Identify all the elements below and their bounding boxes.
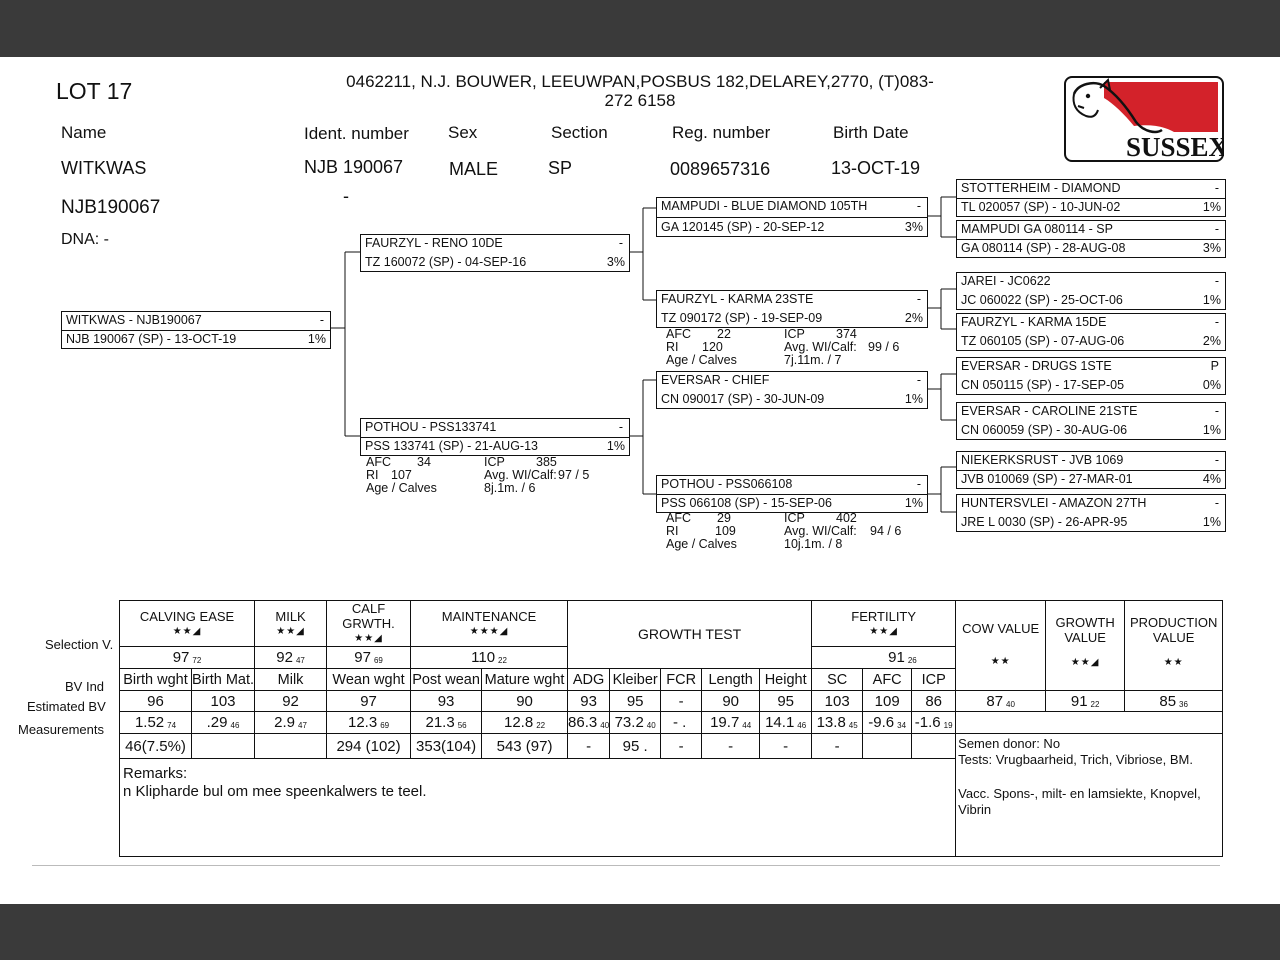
bv-ind-cell: 90 <box>702 691 760 712</box>
pedigree-registration: PSS 066108 (SP) - 15-SEP-06 <box>661 496 832 510</box>
stat-text: 34 <box>417 455 431 469</box>
header-text: GROWTH VALUE <box>1055 615 1115 645</box>
stat-text: 374 <box>836 327 857 341</box>
accuracy-subscript: 69 <box>373 656 383 665</box>
bv-ind-cell: 103 <box>192 691 255 712</box>
ebv-cell <box>702 712 760 734</box>
lot-number: LOT 17 <box>56 78 133 104</box>
value-text: 87 <box>986 692 1004 710</box>
pedigree-name: EVERSAR - DRUGS 1STE <box>961 359 1112 373</box>
tests: Tests: Vrugbaarheid, Trich, Vibriose, BM. <box>958 752 1193 767</box>
header-text: FERTILITY <box>851 608 917 624</box>
group-maintenance <box>411 601 568 647</box>
column-header: Length <box>702 669 760 691</box>
accuracy-subscript: 46 <box>230 721 240 730</box>
pedigree-registration: TZ 090172 (SP) - 19-SEP-09 <box>661 311 823 325</box>
stat-text: AFC <box>666 511 691 525</box>
header-text: COW VALUE <box>962 621 1040 636</box>
bv-ind-cell: 92 <box>255 691 327 712</box>
pedigree-dam-dam <box>656 475 928 513</box>
ebv-cell <box>120 712 192 734</box>
stat-text: RI <box>666 340 679 354</box>
column-header: Milk <box>255 669 327 691</box>
value-text: 14.1 <box>765 714 795 731</box>
dam-stats <box>366 456 626 498</box>
remarks-text: n Klipharde bul om mee speenkalwers te teel. <box>123 783 427 800</box>
measurement-cell: - <box>702 734 760 759</box>
pedigree-name: EVERSAR - CAROLINE 21STE <box>961 404 1138 418</box>
value-text: 92 <box>276 649 293 666</box>
stat-text: ICP <box>784 511 805 525</box>
bv-ind-cell: - <box>661 691 702 712</box>
ebv-row <box>120 712 1223 734</box>
pedigree-percent: 1% <box>1202 515 1221 529</box>
vaccinations: Vacc. Spons-, milt- en lamsiekte, Knopvel, Vibrin <box>958 786 1201 817</box>
group-fertility <box>812 601 956 647</box>
pedigree-registration: CN 050115 (SP) - 17-SEP-05 <box>961 378 1125 392</box>
pedigree-percent: 3% <box>606 255 625 269</box>
ebv-cell <box>610 712 661 734</box>
pedigree-sss <box>956 179 1226 217</box>
label-section: Section <box>551 123 608 142</box>
bv-ind-row <box>120 691 1223 712</box>
stat-text: 99 / 6 <box>868 340 900 354</box>
header-text: CALF GRWTH. <box>342 601 395 631</box>
pedigree-name: POTHOU - PSS066108 <box>661 477 793 491</box>
measurement-cell: 46(7.5%) <box>120 734 192 759</box>
header-text: MILK <box>275 608 306 624</box>
label-ident: Ident. number <box>304 124 409 143</box>
remarks-label: Remarks: <box>123 765 188 782</box>
accuracy-subscript: 74 <box>167 721 177 730</box>
row-label-bv-ind: BV Ind <box>65 679 105 694</box>
accuracy-subscript: 19 <box>943 721 953 730</box>
measurement-cell: 95 . <box>610 734 661 759</box>
accuracy-subscript: 40 <box>646 721 656 730</box>
ebv-cell <box>192 712 255 734</box>
column-header: Birth wght <box>120 669 192 691</box>
pedigree-flag: - <box>319 313 324 327</box>
header-text: CALVING EASE <box>139 608 235 624</box>
stat-text: 385 <box>536 455 557 469</box>
pedigree-registration: TL 020057 (SP) - 10-JUN-02 <box>961 200 1121 214</box>
pedigree-name: FAURZYL - RENO 10DE <box>365 236 503 250</box>
pedigree-name: WITKWAS - NJB190067 <box>66 313 202 327</box>
measurement-cell <box>192 734 255 759</box>
accuracy-subscript: 44 <box>742 721 752 730</box>
bv-value-cow <box>956 691 1046 712</box>
bv-ind-cell: 93 <box>568 691 610 712</box>
pedigree-percent: 1% <box>1202 200 1221 214</box>
value-text: -1.6 <box>914 714 941 731</box>
measurement-cell <box>863 734 912 759</box>
animal-code: NJB190067 <box>61 197 161 218</box>
pedigree-percent: 1% <box>606 439 625 453</box>
pedigree-name: EVERSAR - CHIEF <box>661 373 770 387</box>
label-name: Name <box>61 123 107 142</box>
pedigree-registration: JVB 010069 (SP) - 27-MAR-01 <box>961 472 1133 486</box>
label-sex: Sex <box>448 123 478 142</box>
pedigree-dam <box>360 418 630 456</box>
logo-text: SUSSEX <box>1126 132 1224 162</box>
animal-section: SP <box>548 158 573 178</box>
pedigree-divider <box>957 470 1225 471</box>
bv-ind-cell: 103 <box>812 691 863 712</box>
pedigree-flag: - <box>1214 404 1219 418</box>
measurement-cell: - <box>760 734 812 759</box>
value-text: 21.3 <box>425 714 455 731</box>
pedigree-flag: - <box>916 477 921 491</box>
group-production-value <box>1125 601 1223 691</box>
semen-tests-cell <box>956 734 1223 857</box>
group-milk <box>255 601 327 647</box>
measurement-cell <box>255 734 327 759</box>
stat-text: RI <box>366 468 379 482</box>
rating-stars-icon: ★★◢ <box>354 633 383 644</box>
column-header: ADG <box>568 669 610 691</box>
pedigree-registration: JRE L 0030 (SP) - 26-APR-95 <box>961 515 1128 529</box>
stat-text: Age / Calves <box>366 481 437 495</box>
stat-text: AFC <box>366 455 391 469</box>
pedigree-dam-sire <box>656 371 928 409</box>
stat-text: 94 / 6 <box>870 524 902 538</box>
value-text: .29 <box>206 714 228 731</box>
column-header: SC <box>812 669 863 691</box>
value-text: 13.8 <box>816 714 846 731</box>
pedigree-name: STOTTERHEIM - DIAMOND <box>961 181 1121 195</box>
accuracy-subscript: 56 <box>457 721 467 730</box>
stat-text: 120 <box>702 340 723 354</box>
ebv-cell <box>255 712 327 734</box>
stat-text: 8j.1m. / 6 <box>484 481 536 495</box>
animal-ident-sub: - <box>343 186 349 206</box>
bv-ind-cell: 93 <box>411 691 482 712</box>
pedigree-name: MAMPUDI - BLUE DIAMOND 105TH <box>661 199 868 213</box>
accuracy-subscript: 47 <box>295 656 305 665</box>
column-header: Mature wght <box>482 669 568 691</box>
bv-value-pv <box>1125 691 1223 712</box>
value-text: 19.7 <box>710 714 740 731</box>
accuracy-subscript: 26 <box>907 656 917 665</box>
accuracy-subscript: 46 <box>797 721 807 730</box>
pedigree-name: POTHOU - PSS133741 <box>365 420 497 434</box>
bv-ind-cell: 95 <box>760 691 812 712</box>
pedigree-flag: - <box>916 292 921 306</box>
pedigree-divider <box>957 239 1225 240</box>
pedigree-registration: GA 120145 (SP) - 20-SEP-12 <box>661 220 825 234</box>
value-text: 12.3 <box>347 714 378 731</box>
row-label-measurements: Measurements <box>18 722 104 737</box>
pedigree-ssd <box>956 220 1226 258</box>
pedigree-sire-dam <box>656 290 928 328</box>
pedigree-dss <box>956 357 1226 395</box>
pedigree-registration: PSS 133741 (SP) - 21-AUG-13 <box>365 439 538 453</box>
stat-text: 109 <box>715 524 736 538</box>
pedigree-name: MAMPUDI GA 080114 - SP <box>961 222 1113 236</box>
measurement-cell: - <box>661 734 702 759</box>
ebv-cell <box>863 712 912 734</box>
accuracy-subscript: 40 <box>600 721 610 730</box>
stat-text: 402 <box>836 511 857 525</box>
value-text: 91 <box>888 649 905 666</box>
value-text: 86.3 <box>568 714 598 731</box>
pedigree-percent: 1% <box>1202 293 1221 307</box>
group-cow-value <box>956 601 1046 691</box>
column-header: Wean wght <box>327 669 411 691</box>
pedigree-flag: P <box>1210 359 1219 373</box>
column-header: Birth Mat. <box>192 669 255 691</box>
accuracy-subscript: 22 <box>536 721 546 730</box>
owner-details: 0462211, N.J. BOUWER, LEEUWPAN,POSBUS 182,DELAREY,2770, (T)083-272 6158 <box>346 72 934 110</box>
rating-stars-icon: ★★◢ <box>869 625 898 637</box>
pedigree-flag: - <box>618 420 623 434</box>
column-header: Height <box>760 669 812 691</box>
value-text: 97 <box>354 649 371 666</box>
bv-ind-cell: 86 <box>912 691 956 712</box>
column-header: ICP <box>912 669 956 691</box>
measurement-cell: - <box>812 734 863 759</box>
pedigree-registration: CN 060059 (SP) - 30-AUG-06 <box>961 423 1128 437</box>
accuracy-subscript: 72 <box>192 656 202 665</box>
pedigree-divider <box>62 330 330 331</box>
bv-ind-cell: 90 <box>482 691 568 712</box>
value-text: 73.2 <box>614 714 644 731</box>
pedigree-percent: 0% <box>1202 378 1221 392</box>
rating-stars-icon: ★★◢ <box>276 625 305 637</box>
pedigree-percent: 1% <box>307 332 326 346</box>
measurements-row <box>120 734 1223 759</box>
stat-text: 97 / 5 <box>558 468 590 482</box>
pedigree-percent: 3% <box>904 220 923 234</box>
pedigree-flag: - <box>916 199 921 213</box>
bv-ind-cell: 95 <box>610 691 661 712</box>
pedigree-name: NIEKERKSRUST - JVB 1069 <box>961 453 1124 467</box>
rating-stars-icon: ★★ <box>990 656 1011 667</box>
pedigree-registration: TZ 060105 (SP) - 07-AUG-06 <box>961 334 1125 348</box>
accuracy-subscript: 45 <box>848 721 858 730</box>
header-text: MAINTENANCE <box>441 608 537 624</box>
measurement-cell: 294 (102) <box>327 734 411 759</box>
stat-text: ICP <box>484 455 505 469</box>
accuracy-subscript: 40 <box>1006 699 1015 709</box>
accuracy-subscript: 36 <box>1179 699 1188 709</box>
ebv-cell <box>411 712 482 734</box>
remarks-cell <box>120 759 956 857</box>
measurement-cell: 543 (97) <box>482 734 568 759</box>
stat-text: ICP <box>784 327 805 341</box>
column-header: FCR <box>661 669 702 691</box>
stat-text: 7j.11m. / 7 <box>784 353 842 367</box>
pedigree-subject <box>61 311 331 349</box>
ebv-cell <box>568 712 610 734</box>
stat-text: 22 <box>717 327 731 341</box>
pedigree-percent: 1% <box>904 392 923 406</box>
pedigree-registration: TZ 160072 (SP) - 04-SEP-16 <box>365 255 527 269</box>
animal-ident: NJB 190067 <box>304 157 404 177</box>
pedigree-flag: - <box>916 373 921 387</box>
pedigree-percent: 2% <box>1202 334 1221 348</box>
stat-text: Avg. WI/Calf: <box>784 524 857 538</box>
pedigree-divider <box>361 437 629 438</box>
value-text: -9.6 <box>868 714 895 731</box>
pedigree-divider <box>957 198 1225 199</box>
pedigree-registration: CN 090017 (SP) - 30-JUN-09 <box>661 392 825 406</box>
pedigree-registration: JC 060022 (SP) - 25-OCT-06 <box>961 293 1123 307</box>
value-text: 91 <box>1070 692 1088 710</box>
animal-birth: 13-OCT-19 <box>831 158 921 178</box>
measurement-cell: 353(104) <box>411 734 482 759</box>
value-text: 12.8 <box>503 714 534 731</box>
rating-stars-icon: ★★◢ <box>172 625 202 637</box>
stat-text: Age / Calves <box>666 537 737 551</box>
accuracy-subscript: 69 <box>380 721 390 730</box>
pedigree-ddd <box>956 494 1226 532</box>
pedigree-sds <box>956 272 1226 310</box>
pedigree-sire-sire <box>656 197 928 237</box>
evaluation-table <box>119 600 1223 857</box>
rating-stars-icon: ★★★◢ <box>469 625 509 637</box>
value-text: 85 <box>1159 692 1177 710</box>
stat-text: 10j.1m. / 8 <box>784 537 843 551</box>
animal-name: WITKWAS <box>61 158 147 178</box>
pedigree-name: FAURZYL - KARMA 23STE <box>661 292 814 306</box>
stat-text: Age / Calves <box>666 353 737 367</box>
pedigree-registration: NJB 190067 (SP) - 13-OCT-19 <box>66 332 237 346</box>
ebv-cell <box>760 712 812 734</box>
bv-ind-cell: 96 <box>120 691 192 712</box>
footer-rule <box>32 865 1220 866</box>
pedigree-percent: 1% <box>1202 423 1221 437</box>
accuracy-subscript: 22 <box>498 656 507 665</box>
measurement-cell: - <box>568 734 610 759</box>
label-reg: Reg. number <box>672 123 771 142</box>
accuracy-subscript: 34 <box>897 721 907 730</box>
pedigree-percent: 1% <box>904 496 923 510</box>
group-calving-ease <box>120 601 255 647</box>
group-calf-growth <box>327 601 411 647</box>
group-growth-value <box>1046 601 1125 691</box>
rating-stars-icon: ★★ <box>1163 657 1184 668</box>
row-label-selection: Selection V. <box>45 637 114 652</box>
pedigree-flag: - <box>1214 181 1219 195</box>
value-text: 2.9 <box>274 714 296 731</box>
pedigree-dsd <box>956 402 1226 440</box>
ebv-cell <box>327 712 411 734</box>
pedigree-flag: - <box>1214 315 1219 329</box>
pedigree-name: HUNTERSVLEI - AMAZON 27TH <box>961 496 1147 510</box>
header-text: PRODUCTION VALUE <box>1129 615 1218 645</box>
rating-stars-icon: ★★◢ <box>1070 657 1100 668</box>
ebv-cell <box>661 712 702 734</box>
value-text: 1.52 <box>134 714 165 731</box>
ebv-blank <box>956 712 1223 734</box>
value-text: - . <box>672 714 687 731</box>
pedigree-divider <box>657 217 927 218</box>
pedigree-name: JAREI - JC0622 <box>961 274 1051 288</box>
sire-dam-stats <box>666 328 926 370</box>
pedigree-sire <box>360 234 630 272</box>
ebv-cell <box>812 712 863 734</box>
stat-text: AFC <box>666 327 691 341</box>
pedigree-registration: GA 080114 (SP) - 28-AUG-08 <box>961 241 1126 255</box>
pedigree-name: FAURZYL - KARMA 15DE <box>961 315 1107 329</box>
ebv-cell <box>912 712 956 734</box>
pedigree-flag: - <box>1214 222 1219 236</box>
accuracy-subscript: 47 <box>298 721 307 730</box>
pedigree-flag: - <box>618 236 623 250</box>
bv-value-gv <box>1046 691 1125 712</box>
bv-ind-cell: 97 <box>327 691 411 712</box>
stat-text: Avg. WI/Calf: <box>784 340 857 354</box>
stat-text: Avg. WI/Calf: <box>484 468 557 482</box>
ebv-cell <box>482 712 568 734</box>
animal-reg: 0089657316 <box>670 159 771 179</box>
pedigree-percent: 3% <box>1202 241 1221 255</box>
pedigree-divider <box>657 494 927 495</box>
row-label-ebv: Estimated BV <box>27 699 106 714</box>
pedigree-flag: - <box>1214 274 1219 288</box>
animal-sex: MALE <box>449 159 499 179</box>
column-header: Post wean <box>411 669 482 691</box>
column-header: Kleiber <box>610 669 661 691</box>
value-text: 97 <box>172 649 190 666</box>
pedigree-percent: 2% <box>904 311 923 325</box>
pedigree-flag: - <box>1214 453 1219 467</box>
stat-text: RI <box>666 524 679 538</box>
value-text: 110 <box>471 649 496 666</box>
label-birth: Birth Date <box>833 123 909 142</box>
dam-dam-stats <box>666 512 926 554</box>
pedigree-sdd <box>956 313 1226 351</box>
pedigree-percent: 4% <box>1202 472 1221 486</box>
column-header: AFC <box>863 669 912 691</box>
group-growth-test: GROWTH TEST <box>568 601 812 669</box>
semen-donor: Semen donor: No <box>958 736 1061 751</box>
measurement-cell <box>912 734 956 759</box>
dna-status: DNA: - <box>61 231 109 248</box>
accuracy-subscript: 22 <box>1090 699 1100 709</box>
pedigree-flag: - <box>1214 496 1219 510</box>
stat-text: 29 <box>717 511 731 525</box>
pedigree-dds <box>956 451 1226 489</box>
header-text <box>958 768 1220 786</box>
stat-text: 107 <box>391 468 412 482</box>
bv-ind-cell: 109 <box>863 691 912 712</box>
